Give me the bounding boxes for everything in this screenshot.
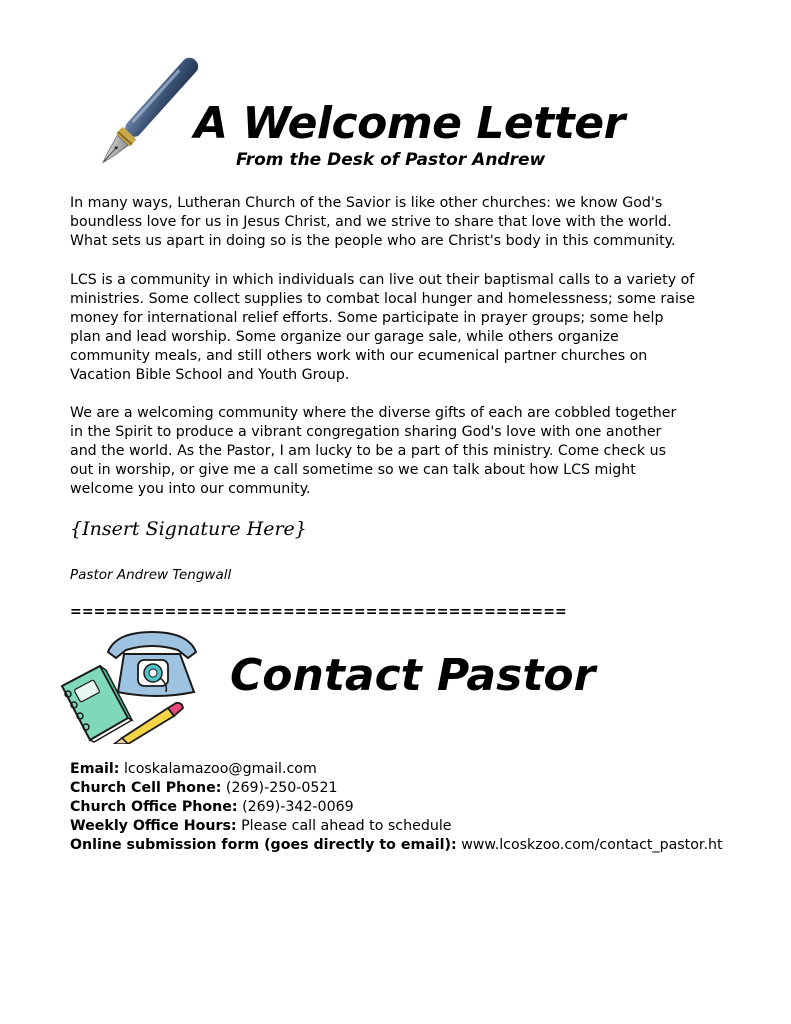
page-title: A Welcome Letter	[194, 98, 625, 149]
letter-paragraph-2	[70, 271, 730, 385]
text-line: welcome you into our community.	[70, 481, 311, 497]
online-form-label: Online submission form (goes directly to email):	[70, 837, 457, 853]
office-hours-value: Please call ahead to schedule	[241, 818, 452, 834]
text-line: Vacation Bible School and Youth Group.	[70, 367, 350, 383]
text-line: We are a welcoming community where the diverse gifts of each are cobbled together	[70, 405, 677, 421]
text-line: In many ways, Lutheran Church of the Savior is like other churches: we know God's	[70, 195, 663, 211]
telephone-icon	[108, 632, 196, 696]
email-label: Email:	[70, 761, 120, 777]
contact-title: Contact Pastor	[230, 650, 596, 701]
text-line: out in worship, or give me a call sometime so we can talk about how LCS might	[70, 462, 636, 478]
contact-row-office	[70, 798, 723, 817]
contact-row-form	[70, 836, 723, 855]
page-subtitle: From the Desk of Pastor Andrew	[236, 150, 546, 170]
email-value[interactable]: lcoskalamazoo@gmail.com	[123, 761, 317, 777]
text-line: in the Spirit to produce a vibrant congregation sharing God's love with one another	[70, 424, 662, 440]
contact-clipart-icon	[56, 626, 202, 744]
contact-row-email	[70, 760, 723, 779]
text-line: boundless love for us in Jesus Christ, and we strive to share that love with the world.	[70, 214, 672, 230]
letter-paragraph-1	[70, 194, 730, 251]
contact-row-hours	[70, 817, 723, 836]
text-line: LCS is a community in which individuals can live out their baptismal calls to a variety of	[70, 272, 695, 288]
cell-phone-value: (269)-250-0521	[225, 780, 338, 796]
text-line: ministries. Some collect supplies to combat local hunger and homelessness; some raise	[70, 291, 696, 307]
online-form-link[interactable]: www.lcoskzoo.com/contact_pastor.ht	[461, 837, 723, 853]
signature-placeholder: {Insert Signature Here}	[70, 518, 307, 540]
section-divider: ==========================================	[70, 604, 567, 620]
text-line: What sets us apart in doing so is the people who are Christ's body in this community.	[70, 233, 676, 249]
contact-row-cell	[70, 779, 723, 798]
pastor-name: Pastor Andrew Tengwall	[70, 567, 232, 583]
cell-phone-label: Church Cell Phone:	[70, 780, 222, 796]
text-line: money for international relief efforts. Some participate in prayer groups; some help	[70, 310, 664, 326]
office-phone-value: (269)-342-0069	[242, 799, 354, 815]
text-line: plan and lead worship. Some organize our garage sale, while others organize	[70, 329, 619, 345]
office-hours-label: Weekly Office Hours:	[70, 818, 237, 834]
office-phone-label: Church Office Phone:	[70, 799, 238, 815]
letter-paragraph-3	[70, 404, 730, 499]
text-line: and the world. As the Pastor, I am lucky to be a part of this ministry. Come check us	[70, 443, 666, 459]
text-line: community meals, and still others work with our ecumenical partner churches on	[70, 348, 648, 364]
contact-details	[70, 760, 723, 855]
